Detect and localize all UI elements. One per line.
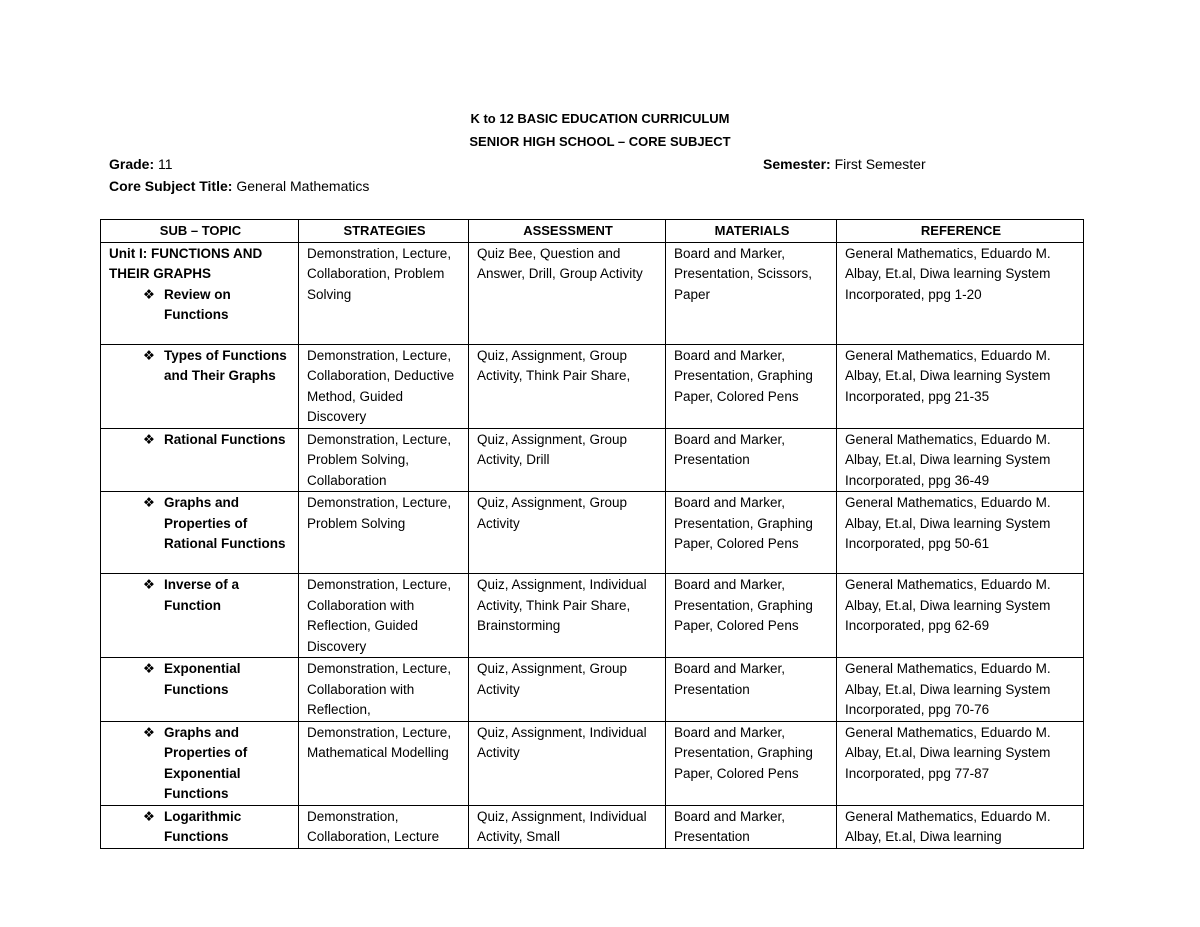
- assessment-cell: Quiz, Assignment, Group Activity, Think Pair Share,: [469, 344, 666, 428]
- reference-cell: General Mathematics, Eduardo M. Albay, Et.al, Diwa learning System Incorporated, ppg 21-35: [837, 344, 1084, 428]
- subtopic-item: [109, 493, 292, 555]
- assessment-cell: Quiz, Assignment, Individual Activity, Small: [469, 805, 666, 848]
- strategies-cell: Demonstration, Lecture, Problem Solving: [299, 492, 469, 574]
- materials-cell: Board and Marker, Presentation, Graphing Paper, Colored Pens: [666, 492, 837, 574]
- materials-cell: Board and Marker, Presentation, Scissors, Paper: [666, 242, 837, 344]
- subtopic-cell: [101, 242, 299, 344]
- materials-cell: Board and Marker, Presentation, Graphing Paper, Colored Pens: [666, 574, 837, 658]
- diamond-bullet-icon: ❖: [142, 808, 155, 824]
- subtopic-item: [109, 285, 292, 326]
- reference-cell: General Mathematics, Eduardo M. Albay, Et.al, Diwa learning System Incorporated, ppg 36-49: [837, 428, 1084, 492]
- materials-cell: Board and Marker, Presentation, Graphing Paper, Colored Pens: [666, 344, 837, 428]
- assessment-cell: Quiz, Assignment, Individual Activity: [469, 721, 666, 805]
- assessment-cell: Quiz Bee, Question and Answer, Drill, Group Activity: [469, 242, 666, 344]
- reference-cell: General Mathematics, Eduardo M. Albay, Et.al, Diwa learning: [837, 805, 1084, 848]
- subtopic-item: [109, 430, 292, 451]
- subtopic-cell: [101, 574, 299, 658]
- subtopic-cell: [101, 658, 299, 722]
- strategies-cell: Demonstration, Lecture, Collaboration with Reflection, Guided Discovery: [299, 574, 469, 658]
- semester-value: First Semester: [834, 156, 926, 172]
- subtopic-item: [109, 723, 292, 805]
- table-row: [101, 658, 1084, 722]
- subtopic-label: Exponential Functions: [164, 661, 241, 697]
- diamond-bullet-icon: ❖: [142, 577, 155, 592]
- table-row: [101, 805, 1084, 848]
- table-row: [101, 574, 1084, 658]
- subtopic-cell: [101, 428, 299, 492]
- column-header-subtopic: SUB – TOPIC: [101, 220, 299, 243]
- subject-value: General Mathematics: [236, 178, 370, 194]
- curriculum-title: K to 12 BASIC EDUCATION CURRICULUM: [470, 111, 730, 126]
- strategies-cell: Demonstration, Lecture, Mathematical Modelling: [299, 721, 469, 805]
- subtopic-item: [109, 346, 292, 387]
- reference-cell: General Mathematics, Eduardo M. Albay, Et.al, Diwa learning System Incorporated, ppg 77-87: [837, 721, 1084, 805]
- subtopic-item: [109, 575, 292, 616]
- column-header-reference: REFERENCE: [837, 220, 1084, 243]
- assessment-cell: Quiz, Assignment, Individual Activity, Think Pair Share, Brainstorming: [469, 574, 666, 658]
- subtopic-label: Inverse of a Function: [164, 577, 240, 613]
- semester-line: [763, 156, 926, 172]
- reference-cell: General Mathematics, Eduardo M. Albay, Et.al, Diwa learning System Incorporated, ppg 62-69: [837, 574, 1084, 658]
- materials-cell: Board and Marker, Presentation: [666, 428, 837, 492]
- grade-label: Grade:: [109, 156, 155, 172]
- strategies-cell: Demonstration, Lecture, Collaboration, Problem Solving: [299, 242, 469, 344]
- column-header-strategies: STRATEGIES: [299, 220, 469, 243]
- subtopic-cell: [101, 492, 299, 574]
- unit-title: Unit I: FUNCTIONS AND THEIR GRAPHS: [109, 245, 263, 281]
- table-body: [101, 242, 1084, 848]
- diamond-bullet-icon: ❖: [142, 347, 155, 363]
- table-header-row: [101, 220, 1084, 243]
- materials-cell: Board and Marker, Presentation: [666, 658, 837, 722]
- materials-cell: Board and Marker, Presentation: [666, 805, 837, 848]
- diamond-bullet-icon: ❖: [142, 286, 155, 302]
- subtopic-cell: [101, 805, 299, 848]
- table-row: [101, 721, 1084, 805]
- assessment-cell: Quiz, Assignment, Group Activity: [469, 492, 666, 574]
- strategies-cell: Demonstration, Lecture, Collaboration with Reflection,: [299, 658, 469, 722]
- reference-cell: General Mathematics, Eduardo M. Albay, Et.al, Diwa learning System Incorporated, ppg 50-61: [837, 492, 1084, 574]
- diamond-bullet-icon: ❖: [142, 431, 155, 447]
- subtopic-label: Graphs and Properties of Exponential Functions: [164, 724, 248, 801]
- assessment-cell: Quiz, Assignment, Group Activity: [469, 658, 666, 722]
- reference-cell: General Mathematics, Eduardo M. Albay, Et.al, Diwa learning System Incorporated, ppg 70-76: [837, 658, 1084, 722]
- table-row: [101, 492, 1084, 574]
- table-row: [101, 242, 1084, 344]
- subtopic-cell: [101, 344, 299, 428]
- curriculum-subtitle: SENIOR HIGH SCHOOL – CORE SUBJECT: [469, 134, 731, 149]
- subject-label: Core Subject Title:: [109, 178, 233, 194]
- table-row: [101, 428, 1084, 492]
- subtopic-item: [109, 659, 292, 700]
- subtopic-label: Review on Functions: [164, 286, 231, 322]
- materials-cell: Board and Marker, Presentation, Graphing Paper, Colored Pens: [666, 721, 837, 805]
- diamond-bullet-icon: ❖: [142, 724, 155, 740]
- reference-cell: General Mathematics, Eduardo M. Albay, Et.al, Diwa learning System Incorporated, ppg 1-20: [837, 242, 1084, 344]
- subject-line: [109, 178, 369, 194]
- subtopic-label: Rational Functions: [164, 431, 286, 447]
- subtopic-label: Logarithmic Functions: [164, 808, 242, 844]
- subtopic-label: Types of Functions and Their Graphs: [164, 347, 287, 383]
- diamond-bullet-icon: ❖: [142, 495, 155, 510]
- subtopic-cell: [101, 721, 299, 805]
- semester-label: Semester:: [763, 156, 831, 172]
- subtopic-item: [109, 807, 292, 848]
- subtopic-label: Graphs and Properties of Rational Functions: [164, 495, 286, 551]
- diamond-bullet-icon: ❖: [142, 661, 155, 676]
- table-row: [101, 344, 1084, 428]
- grade-value: 11: [158, 156, 173, 172]
- grade-line: [109, 156, 173, 172]
- strategies-cell: Demonstration, Lecture, Problem Solving, Collaboration: [299, 428, 469, 492]
- strategies-cell: Demonstration, Collaboration, Lecture: [299, 805, 469, 848]
- column-header-materials: MATERIALS: [666, 220, 837, 243]
- column-header-assessment: ASSESSMENT: [469, 220, 666, 243]
- strategies-cell: Demonstration, Lecture, Collaboration, Deductive Method, Guided Discovery: [299, 344, 469, 428]
- curriculum-table: [100, 219, 1084, 849]
- assessment-cell: Quiz, Assignment, Group Activity, Drill: [469, 428, 666, 492]
